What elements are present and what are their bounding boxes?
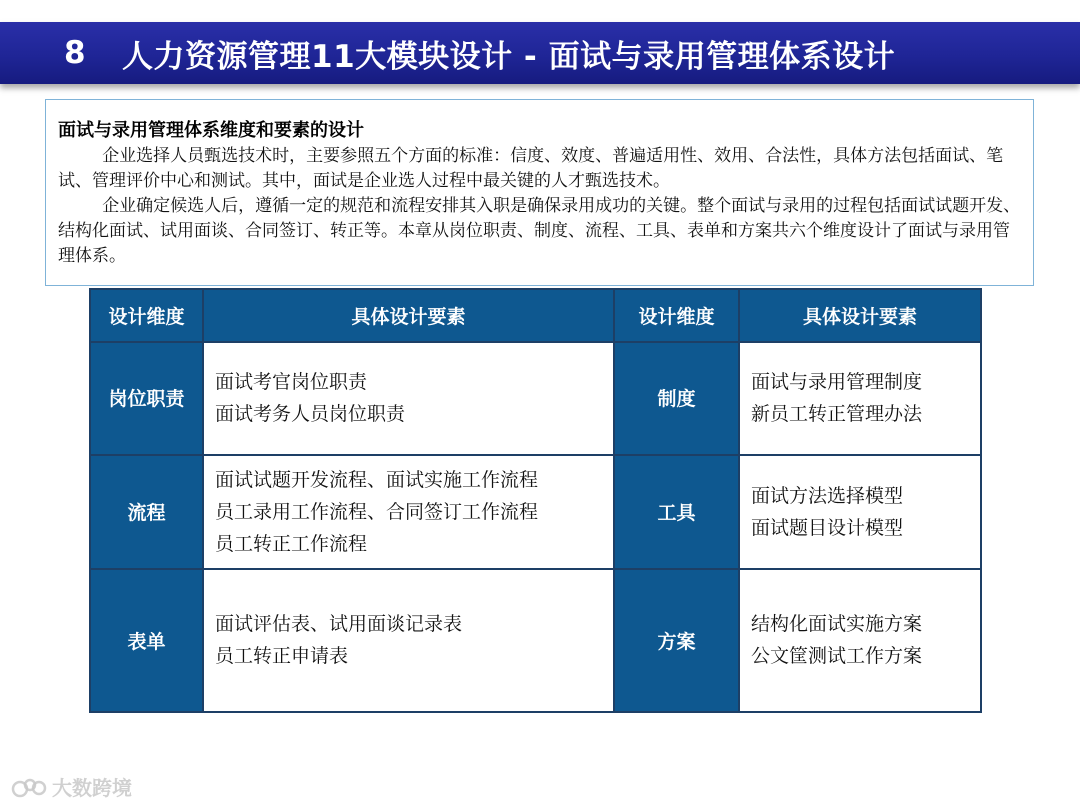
watermark xyxy=(10,772,132,801)
intro-heading: 面试与录用管理体系维度和要素的设计 xyxy=(58,120,364,141)
element-item: 结构化面试实施方案 xyxy=(751,613,923,635)
row-divider xyxy=(91,454,980,456)
table-header-elements-left: 具体设计要素 xyxy=(204,290,613,341)
page-title: 人力资源管理11大模块设计 - 面试与录用管理体系设计 xyxy=(122,38,896,75)
table-header-elements-right: 具体设计要素 xyxy=(740,290,980,341)
element-item: 员工转正工作流程 xyxy=(215,532,368,555)
watermark-text: 大数跨境 xyxy=(52,776,132,800)
elements-cell xyxy=(204,341,613,454)
dimension-cell-process: 流程 xyxy=(91,455,202,568)
elements-cell xyxy=(204,569,613,711)
row-divider xyxy=(91,341,980,343)
design-table xyxy=(89,288,982,713)
dimension-cell-positions: 岗位职责 xyxy=(91,341,202,454)
element-item: 面试评估表、试用面谈记录表 xyxy=(215,613,463,635)
dimension-cell-policy: 制度 xyxy=(615,341,738,454)
intro-box xyxy=(45,99,1034,286)
intro-paragraph-2: 企业确定候选人后，遵循一定的规范和流程安排其入职是确保录用成功的关键。整个面试与录用的过程包括面试试题开发、结构化面试、试用面谈、合同签订、转正等。本章从岗位职责、制度、流程、工具、表单和方案共六个维度设计了面试与录用管理体系。 xyxy=(58,196,1021,266)
section-number: 8 xyxy=(64,35,86,71)
dimension-cell-tools: 工具 xyxy=(615,455,738,568)
column-divider xyxy=(613,290,615,711)
table-header-dimension-right: 设计维度 xyxy=(615,290,738,341)
row-divider xyxy=(91,568,980,570)
element-item: 面试方法选择模型 xyxy=(751,484,904,507)
element-item: 面试与录用管理制度 xyxy=(751,370,923,393)
dimension-cell-forms: 表单 xyxy=(91,569,202,711)
elements-cell xyxy=(204,455,613,568)
elements-cell xyxy=(740,341,980,454)
element-item: 员工转正申请表 xyxy=(215,645,349,667)
column-divider xyxy=(202,290,204,711)
element-item: 面试考务人员岗位职责 xyxy=(215,402,406,425)
element-item: 面试题目设计模型 xyxy=(751,516,904,539)
intro-paragraph-1: 企业选择人员甄选技术时，主要参照五个方面的标准：信度、效度、普遍适用性、效用、合法性，具体方法包括面试、笔试、管理评价中心和测试。其中，面试是企业选人过程中最关键的人才甄选技术。 xyxy=(58,146,1004,191)
elements-cell xyxy=(740,455,980,568)
element-item: 面试考官岗位职责 xyxy=(215,370,368,393)
elements-cell xyxy=(740,569,980,711)
dimension-cell-plans: 方案 xyxy=(615,569,738,711)
brand-logo-icon xyxy=(10,773,48,801)
column-divider xyxy=(738,290,740,711)
element-item: 面试试题开发流程、面试实施工作流程 xyxy=(215,468,539,491)
table-header-dimension-left: 设计维度 xyxy=(91,290,202,341)
title-bar xyxy=(0,22,1080,84)
element-item: 公文筐测试工作方案 xyxy=(751,645,923,667)
element-item: 新员工转正管理办法 xyxy=(751,402,923,425)
element-item: 员工录用工作流程、合同签订工作流程 xyxy=(215,500,539,523)
